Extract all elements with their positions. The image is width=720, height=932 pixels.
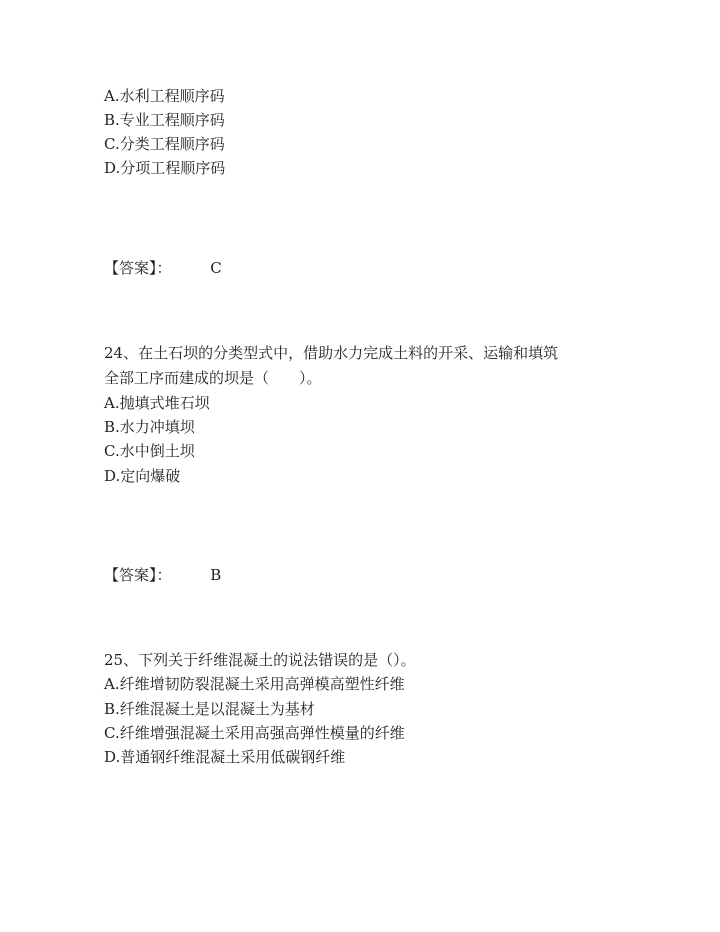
q23-answer (104, 258, 222, 278)
q24-stem-line2: 全部工序而建成的坝是（ ）。 (104, 369, 322, 387)
q23-option-c: C.分类工程顺序码 (104, 135, 225, 153)
q25-option-b: B.纤维混凝土是以混凝土为基材 (104, 700, 315, 718)
q24-stem-line1: 24、在土石坝的分类型式中，借助水力完成土料的开采、运输和填筑 (104, 344, 559, 362)
q24-option-b: B.水力冲填坝 (104, 418, 195, 436)
q23-option-b: B.专业工程顺序码 (104, 111, 225, 129)
q24-option-a: A.抛填式堆石坝 (104, 394, 210, 412)
answer-value: B (210, 566, 222, 584)
q24-option-d: D.定向爆破 (104, 467, 181, 485)
answer-label: 【答案】： (104, 259, 172, 277)
q24-answer (104, 565, 221, 585)
q23-option-d: D.分项工程顺序码 (104, 159, 226, 177)
q25-option-c: C.纤维增强混凝土采用高强高弹性模量的纤维 (104, 724, 405, 742)
answer-value: C (210, 259, 222, 277)
q25-option-a: A.纤维增韧防裂混凝土采用高弹模高塑性纤维 (104, 675, 405, 693)
answer-label: 【答案】： (104, 566, 172, 584)
q24-option-c: C.水中倒土坝 (104, 442, 195, 460)
q23-option-a: A.水利工程顺序码 (104, 87, 225, 105)
q25-stem-line1: 25、下列关于纤维混凝土的说法错误的是（）。 (104, 651, 416, 669)
q25-option-d: D.普通钢纤维混凝土采用低碳钢纤维 (104, 748, 346, 766)
